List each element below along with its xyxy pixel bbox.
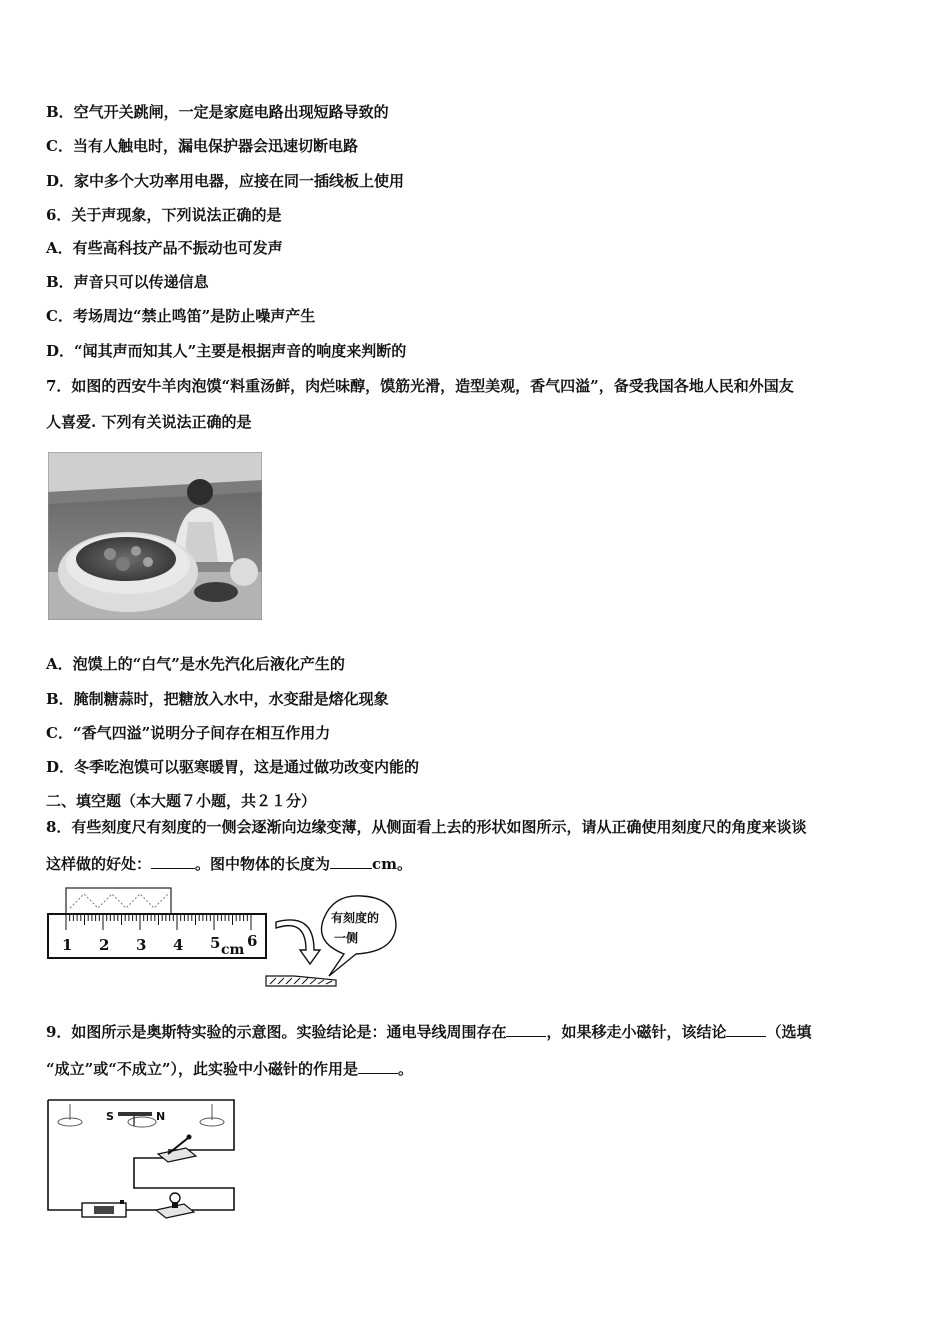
ruler-cross-section — [266, 976, 336, 986]
q9-blank-2[interactable] — [726, 1022, 766, 1037]
q9-text-c: （选填 — [766, 1023, 812, 1041]
callout-text-line2: 一侧 — [334, 931, 359, 945]
pole-n-label: N — [156, 1110, 166, 1123]
ruler-tick-label-5: 5 — [210, 934, 221, 952]
q5-option-b: B．空气开关跳闸，一定是家庭电路出现短路导致的 — [46, 103, 389, 121]
q6-option-b: B．声音只可以传递信息 — [46, 273, 209, 291]
q8-blank-1[interactable] — [151, 854, 195, 869]
q9-text-e: 。 — [398, 1060, 414, 1078]
q6-option-d: D．“闻其声而知其人”主要是根据声音的响度来判断的 — [46, 342, 407, 360]
q6-stem: 6．关于声现象，下列说法正确的是 — [46, 206, 282, 224]
q8-text-c: cm。 — [372, 855, 413, 873]
oersted-figure — [44, 1092, 240, 1220]
q7-option-b: B．腌制糖蒜时，把糖放入水中，水变甜是熔化现象 — [46, 690, 389, 708]
q9-text-a: 9．如图所示是奥斯特实验的示意图。实验结论是：通电导线周围存在 — [46, 1023, 507, 1041]
q8-stem-line1: 8．有些刻度尺有刻度的一侧会逐渐向边缘变薄，从侧面看上去的形状如图所示，请从正确使用刻度尺的角度来谈谈 — [46, 818, 807, 836]
ruler-figure — [44, 884, 404, 992]
ruler-tick-label-2: 2 — [99, 936, 110, 954]
q9-text-d: “成立”或“不成立”），此实验中小磁针的作用是 — [46, 1060, 359, 1078]
q7-stem-line1: 7．如图的西安牛羊肉泡馍“料重汤鲜，肉烂味醇，馍筋光滑，造型美观，香气四溢”，备受我国各地人民和外国友 — [46, 377, 794, 395]
q7-option-c: C．“香气四溢”说明分子间存在相互作用力 — [46, 724, 331, 742]
q7-stem-line2: 人喜爱. 下列有关说法正确的是 — [46, 413, 252, 431]
q9-blank-1[interactable] — [506, 1022, 546, 1037]
q5-option-d: D．家中多个大功率用电器，应接在同一插线板上使用 — [46, 172, 405, 190]
ruler-tick-label-6: 6 — [247, 932, 258, 950]
ruler-tick-label-1: 1 — [62, 936, 73, 954]
q6-option-c: C．考场周边“禁止鸣笛”是防止噪声产生 — [46, 307, 316, 325]
section-2-heading: 二、填空题（本大题７小题，共２１分） — [46, 792, 317, 810]
q7-option-a: A．泡馍上的“白气”是水先汽化后液化产生的 — [46, 655, 345, 673]
q8-text-b: 。图中物体的长度为 — [195, 855, 331, 873]
q9-blank-3[interactable] — [358, 1059, 398, 1074]
callout-text-line1: 有刻度的 — [331, 911, 380, 925]
q8-stem-line2 — [46, 854, 412, 874]
q9-stem-line1 — [46, 1022, 811, 1042]
compass-needle — [118, 1112, 152, 1116]
q9-text-b: ，如果移走小磁针，该结论 — [546, 1023, 727, 1041]
ruler-tick-label-4: 4 — [173, 936, 184, 954]
paomo-photo — [48, 452, 262, 620]
q7-option-d: D．冬季吃泡馍可以驱寒暖胃，这是通过做功改变内能的 — [46, 758, 420, 776]
bulb-icon — [156, 1193, 194, 1218]
q5-option-c: C．当有人触电时，漏电保护器会迅速切断电路 — [46, 137, 358, 155]
ruler-tick-label-3: 3 — [136, 936, 147, 954]
q9-stem-line2 — [46, 1059, 413, 1079]
switch-icon — [158, 1135, 196, 1163]
pole-s-label: S — [106, 1110, 114, 1123]
curved-arrow-icon — [276, 920, 320, 964]
battery-icon — [82, 1200, 126, 1217]
ruler-unit-label: cm — [221, 942, 245, 958]
q8-text-a: 这样做的好处： — [46, 855, 152, 873]
q8-blank-2[interactable] — [330, 854, 372, 869]
callout-bubble — [322, 896, 397, 976]
q6-option-a: A．有些高科技产品不振动也可发声 — [46, 239, 283, 257]
